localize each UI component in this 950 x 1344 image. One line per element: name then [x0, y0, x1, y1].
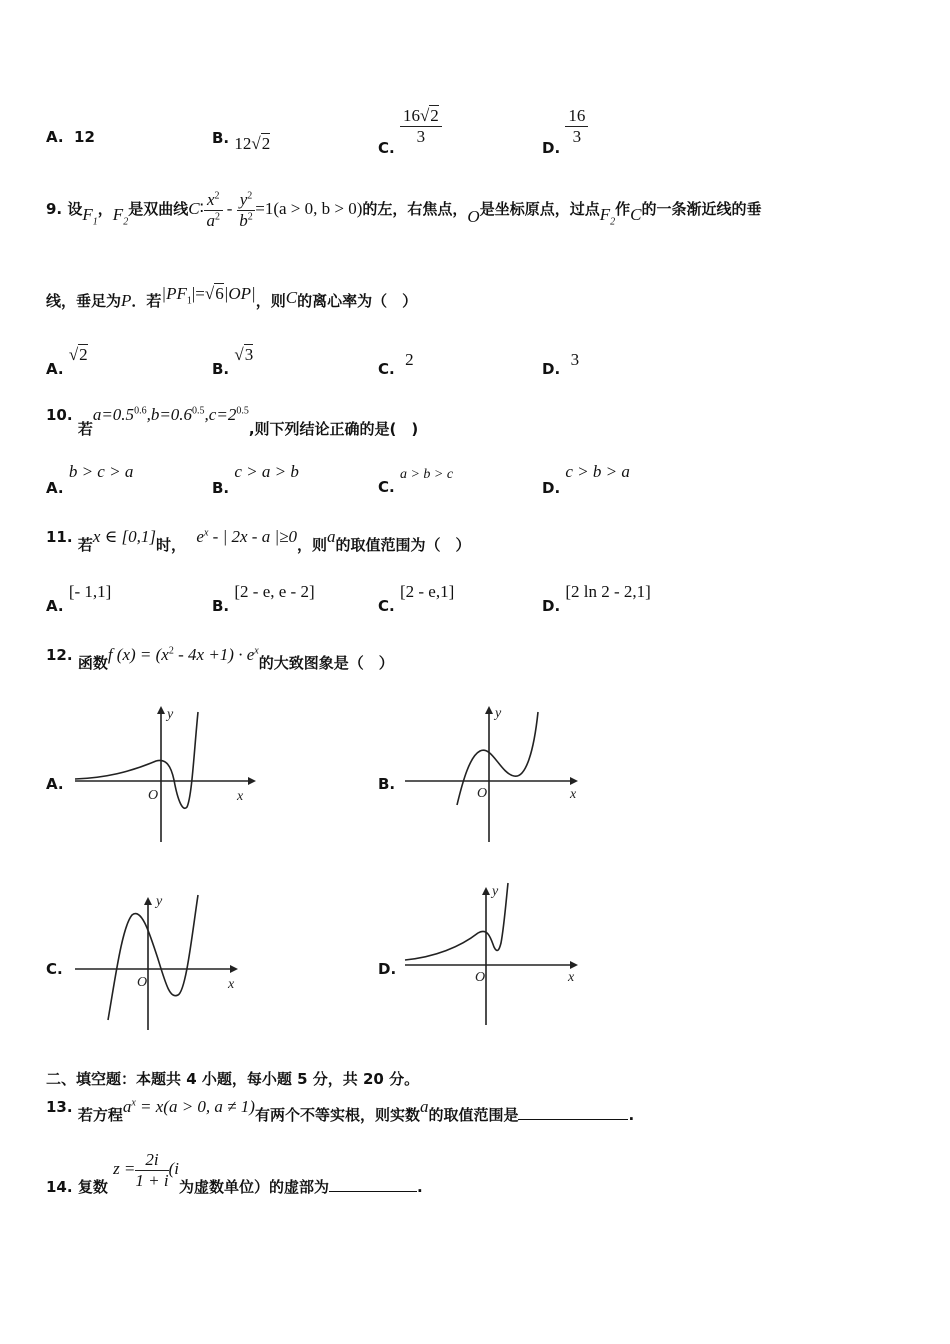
origin-label: O [475, 970, 486, 985]
curve-b [457, 712, 538, 805]
q9-option-c: C. 2 [378, 350, 414, 378]
curve-c [108, 895, 198, 1020]
y-axis-arrow [482, 887, 490, 895]
q10-option-a: A. b > c > a [46, 462, 134, 497]
q8-option-a: A. 12 [46, 128, 95, 146]
q14-line: 14. 复数 z = $\frac{2i}{1 + i}$ (i为虚数单位）的虚部为 . [46, 1150, 423, 1196]
q10-values: $a=0.5^{0.6},b=0.6^{0.5},c=2^{0.5}$ [92, 405, 249, 424]
q12-option-c-label: C. [46, 960, 63, 978]
q9-hyperbola: C∶ $\frac{x^2}{a^2}$ - $\frac{y^2}{b^2}$ =1(a > 0, b > 0) [188, 190, 363, 230]
q11-option-d: D. [2 ln 2 - 2,1] [542, 582, 651, 615]
x-axis-arrow [570, 777, 578, 785]
q14-number: 14. [46, 1177, 73, 1196]
q9-option-a: A. √2 [46, 345, 88, 378]
q9-option-d: D. 3 [542, 350, 580, 378]
q12-option-b-label: B. [378, 775, 396, 793]
x-axis-arrow [230, 965, 238, 973]
q9-line2: 线，垂足为P．若$|PF_1|=√6|OP|$，则C的离心率为（ ） [46, 284, 418, 310]
q12-graph-d [400, 877, 590, 1027]
q10-option-b: B. c > a > b [212, 462, 299, 497]
q12-option-a-label: A. [46, 775, 64, 793]
q12-graph-a [70, 700, 260, 850]
q12-option-d-label: D. [378, 960, 397, 978]
x-axis-label: x [568, 970, 575, 985]
q10-option-d: D. c > b > a [542, 462, 630, 497]
origin-label: O [137, 975, 148, 990]
y-axis-arrow [157, 706, 165, 714]
q8-option-c-fraction: $\frac{16√2}{3}$ [400, 106, 442, 146]
q12-graph-b [400, 700, 590, 850]
y-axis-label: y [495, 706, 502, 721]
q12-graph-c [70, 885, 260, 1035]
q14-expression: z = $\frac{2i}{1 + i}$ (i [113, 1150, 179, 1190]
q10-line: 10. 若$a=0.5^{0.6},b=0.6^{0.5},c=2^{0.5}$,则下列结论正确的是( ) [46, 405, 419, 438]
q9-number: 9. [46, 199, 63, 218]
q11-option-a: A. [- 1,1] [46, 582, 112, 615]
q8-option-d-fraction: $\frac{16}{3}$ [565, 106, 588, 146]
q11-option-b: B. [2 - e, e - 2] [212, 582, 315, 615]
q12-function: f $(x) = (x^2 - 4x +1) \cdot e^x$ [107, 645, 259, 664]
y-axis-label: y [167, 707, 174, 722]
q11-number: 11. [46, 528, 73, 546]
origin-label: O [148, 788, 159, 803]
y-axis-arrow [485, 706, 493, 714]
x-axis-label: x [570, 787, 577, 802]
x-axis-label: x [228, 977, 235, 992]
q13-line: 13. 若方程$a^x = x(a > 0$, a ≠ 1)有两个不等实根，则实数a的取值范围是 . [46, 1097, 635, 1124]
q9-condition: $|PF_1|=√6|OP|$ [161, 284, 256, 307]
q14-answer-blank[interactable] [329, 1177, 417, 1192]
q12-line: 12. 函数f $(x) = (x^2 - 4x +1) \cdot e^x$的大致图象是（ ） [46, 645, 394, 672]
q13-number: 13. [46, 1098, 73, 1116]
x-axis-label: x [237, 789, 244, 804]
y-axis-arrow [144, 897, 152, 905]
q10-number: 10. [46, 406, 73, 424]
q10-option-c: C. a > b > c [378, 467, 454, 496]
y-axis-label: y [156, 894, 163, 909]
section2-title: 二、填空题：本题共 4 小题，每小题 5 分，共 20 分。 [46, 1070, 420, 1088]
q13-answer-blank[interactable] [518, 1105, 628, 1120]
q8-option-c: C. $\frac{16√2}{3}$ [378, 106, 442, 146]
q9-option-b: B. √3 [212, 345, 254, 378]
y-axis-label: y [492, 884, 499, 899]
origin-label: O [477, 786, 488, 801]
q13-equation: $a^x = x(a > 0$, a ≠ 1) [122, 1097, 255, 1116]
q8-option-d: D. $\frac{16}{3}$ [542, 106, 588, 146]
x-axis-arrow [570, 961, 578, 969]
x-axis-arrow [248, 777, 256, 785]
q8-option-b-expr: 12√2 [234, 134, 271, 153]
q11-line: 11. 若x ∈ [0,1]时， $e^x$ - | 2x - a |≥0，则a的取值范围为（ ） [46, 527, 471, 554]
q9-line1: 9. 设$F_1$，$F_2$是双曲线C∶ $\frac{x^2}{a^2}$ - $\frac{y^2}{b^2}$ =1(a > 0, b > 0)的左，右焦点，O是坐标原点，过点$F_2$作C的一条渐近线的垂 [46, 190, 762, 230]
q12-number: 12. [46, 646, 73, 664]
curve-a [75, 712, 198, 808]
q8-option-b: B. 12√2 [212, 129, 271, 153]
q11-option-c: C. [2 - e,1] [378, 582, 455, 615]
